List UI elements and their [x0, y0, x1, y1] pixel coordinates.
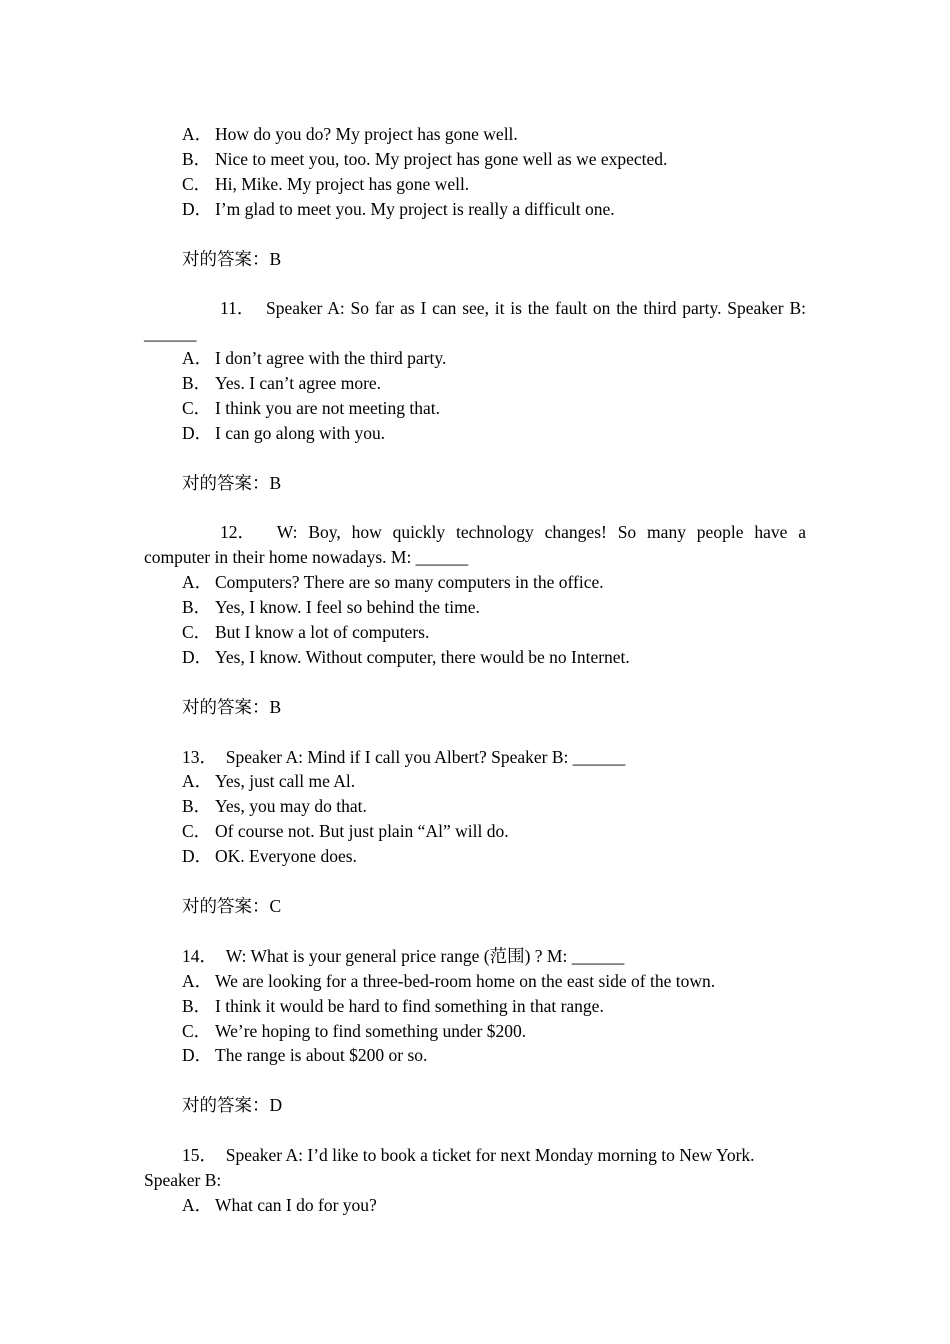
option-a: A． I don’t agree with the third party. [182, 348, 447, 369]
option-b: B． Yes. I can’t agree more. [182, 373, 382, 394]
spacer [144, 446, 806, 471]
answer-line-q10: 对的答案：B [182, 248, 282, 269]
question-stem: 14． W: What is your general price range (范围) ? M: ______ [182, 945, 625, 966]
option-b: B． Nice to meet you, too. My project has gone well as we expected. [182, 148, 668, 169]
option-a: A． How do you do? My project has gone well. [182, 124, 518, 144]
question-10-options [144, 122, 806, 222]
spacer [144, 1118, 806, 1143]
option-c: C． Of course not. But just plain “Al” will do. [182, 821, 509, 842]
option-c: C． But I know a lot of computers. [182, 622, 430, 643]
document-page [144, 122, 806, 1218]
question-stem: 12． W: Boy, how quickly technology changes! So many people have a [220, 522, 807, 543]
question-stem: 11． Speaker A: So far as I can see, it is the fault on the third party. Speaker B: [220, 298, 806, 319]
question-stem: 13． Speaker A: Mind if I call you Albert? Speaker B: ______ [182, 746, 626, 767]
spacer [144, 720, 806, 745]
option-a: A． We are looking for a three-bed-room home on the east side of the town. [182, 970, 716, 991]
spacer [144, 670, 806, 695]
question-stem-continued: computer in their home nowadays. M: ______ [144, 547, 469, 568]
spacer [144, 1068, 806, 1093]
option-a: A． What can I do for you? [182, 1194, 377, 1215]
spacer [144, 271, 806, 296]
option-b: B． Yes, you may do that. [182, 796, 367, 817]
option-b: B． Yes, I know. I feel so behind the time. [182, 597, 480, 618]
option-d: D． Yes, I know. Without computer, there would be no Internet. [182, 646, 630, 667]
question-stem: 15． Speaker A: I’d like to book a ticket for next Monday morning to New York. [182, 1145, 755, 1165]
answer-line-q14: 对的答案：D [182, 1095, 283, 1116]
question-12 [144, 520, 806, 669]
question-15 [144, 1143, 806, 1218]
option-d: D． OK. Everyone does. [182, 846, 357, 867]
option-c: C． Hi, Mike. My project has gone well. [182, 173, 470, 194]
question-stem-continued: Speaker B: [144, 1169, 222, 1190]
question-14 [144, 944, 806, 1069]
spacer [144, 869, 806, 894]
option-c: C． We’re hoping to find something under $200. [182, 1020, 527, 1041]
answer-line-q11: 对的答案：B [182, 472, 282, 493]
option-a: A． Computers? There are so many computers in the office. [182, 572, 604, 593]
spacer [144, 496, 806, 521]
option-a: A． Yes, just call me Al. [182, 771, 356, 792]
option-c: C． I think you are not meeting that. [182, 397, 441, 418]
option-d: D． The range is about $200 or so. [182, 1045, 428, 1066]
answer-line-q12: 对的答案：B [182, 696, 282, 717]
answer-line-q13: 对的答案：C [182, 895, 282, 916]
question-13 [144, 745, 806, 870]
question-11 [144, 296, 806, 445]
spacer [144, 919, 806, 944]
option-d: D． I can go along with you. [182, 422, 386, 443]
question-stem-continued: ______ [144, 323, 197, 344]
option-b: B． I think it would be hard to find something in that range. [182, 995, 604, 1016]
spacer [144, 222, 806, 247]
option-d: D． I’m glad to meet you. My project is really a difficult one. [182, 198, 615, 219]
